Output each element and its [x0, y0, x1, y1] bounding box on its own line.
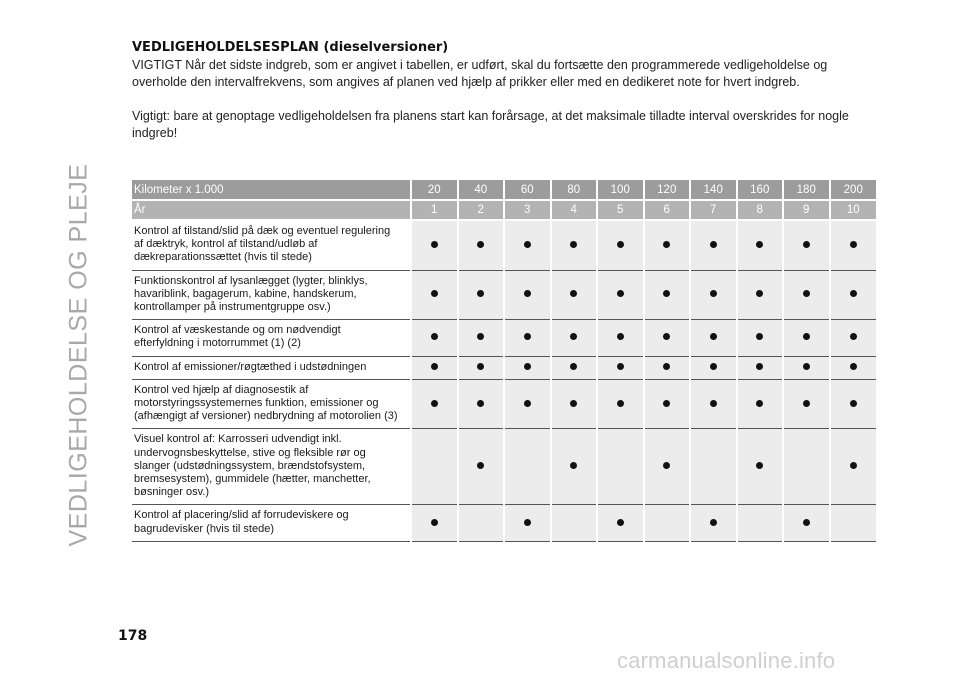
year-header-cell: 5 [597, 200, 644, 220]
year-header-cell: 1 [411, 200, 458, 220]
year-header-cell: 8 [737, 200, 784, 220]
interval-cell [597, 505, 644, 541]
check-dot-icon [663, 290, 670, 297]
km-header-cell: 20 [411, 180, 458, 200]
interval-cell [737, 356, 784, 379]
check-dot-icon [663, 400, 670, 407]
interval-cell [597, 379, 644, 429]
km-header-cell: 120 [644, 180, 691, 200]
interval-cell [830, 379, 877, 429]
check-dot-icon [477, 363, 484, 370]
year-header-cell: 9 [783, 200, 830, 220]
interval-cell [458, 270, 505, 320]
interval-cell [411, 356, 458, 379]
year-header-cell: 6 [644, 200, 691, 220]
interval-cell [551, 356, 598, 379]
check-dot-icon [803, 290, 810, 297]
check-dot-icon [756, 400, 763, 407]
check-dot-icon [710, 519, 717, 526]
interval-cell [783, 220, 830, 270]
year-header-label: År [132, 200, 411, 220]
check-dot-icon [524, 519, 531, 526]
check-dot-icon [850, 363, 857, 370]
interval-cell [690, 220, 737, 270]
interval-cell [783, 379, 830, 429]
interval-cell [504, 379, 551, 429]
important-note: VIGTIGT Når det sidste indgreb, som er angivet i tabellen, er udført, skal du fortsætte den programmerede vedligeholdelse og overholde den intervalfrekvens, som angives af planen ved hjælp af prikker eller med en dedikeret note for hvert indgreb. [132, 58, 828, 89]
interval-cell [411, 379, 458, 429]
km-header-cell: 200 [830, 180, 877, 200]
check-dot-icon [431, 363, 438, 370]
check-dot-icon [617, 241, 624, 248]
interval-cell [644, 379, 691, 429]
km-header-cell: 160 [737, 180, 784, 200]
check-dot-icon [570, 333, 577, 340]
interval-cell [504, 320, 551, 356]
check-dot-icon [710, 363, 717, 370]
check-dot-icon [663, 241, 670, 248]
km-header-cell: 60 [504, 180, 551, 200]
interval-cell [783, 505, 830, 541]
check-dot-icon [570, 290, 577, 297]
year-header-cell: 10 [830, 200, 877, 220]
check-dot-icon [710, 241, 717, 248]
km-header-label: Kilometer x 1.000 [132, 180, 411, 200]
check-dot-icon [477, 400, 484, 407]
interval-cell [597, 220, 644, 270]
interval-cell [830, 356, 877, 379]
check-dot-icon [617, 400, 624, 407]
year-header-cell: 2 [458, 200, 505, 220]
check-dot-icon [663, 462, 670, 469]
row-description: Kontrol af emissioner/røgtæthed i udstødningen [132, 356, 411, 379]
check-dot-icon [710, 400, 717, 407]
check-dot-icon [431, 290, 438, 297]
interval-cell [830, 505, 877, 541]
table-body [132, 220, 876, 541]
check-dot-icon [570, 241, 577, 248]
table-row [132, 220, 876, 270]
check-dot-icon [710, 290, 717, 297]
interval-cell [644, 270, 691, 320]
interval-cell [644, 429, 691, 505]
interval-cell [737, 429, 784, 505]
check-dot-icon [710, 333, 717, 340]
check-dot-icon [756, 290, 763, 297]
check-dot-icon [570, 400, 577, 407]
year-header-cell: 7 [690, 200, 737, 220]
interval-cell [737, 220, 784, 270]
interval-cell [830, 429, 877, 505]
table-row [132, 270, 876, 320]
content-area [132, 40, 876, 142]
row-description: Kontrol af placering/slid af forrudeviskere og bagrudevisker (hvis til stede) [132, 505, 411, 541]
check-dot-icon [756, 333, 763, 340]
row-description: Kontrol af væskestande og om nødvendigt efterfyldning i motorrummet (1) (2) [132, 320, 411, 356]
check-dot-icon [850, 241, 857, 248]
km-header-cell: 140 [690, 180, 737, 200]
watermark: carmanualsonline.info [617, 648, 836, 673]
year-header-cell: 4 [551, 200, 598, 220]
interval-cell [783, 356, 830, 379]
table-row [132, 505, 876, 541]
check-dot-icon [570, 363, 577, 370]
interval-cell [690, 320, 737, 356]
table-row [132, 379, 876, 429]
table-row [132, 356, 876, 379]
interval-cell [458, 220, 505, 270]
check-dot-icon [850, 462, 857, 469]
check-dot-icon [617, 290, 624, 297]
check-dot-icon [756, 363, 763, 370]
interval-cell [504, 505, 551, 541]
check-dot-icon [477, 333, 484, 340]
check-dot-icon [524, 290, 531, 297]
section-title: VEDLIGEHOLDELSESPLAN (dieselversioner) [132, 40, 449, 55]
interval-cell [690, 379, 737, 429]
km-header-cell: 80 [551, 180, 598, 200]
interval-cell [551, 429, 598, 505]
check-dot-icon [803, 519, 810, 526]
row-description: Funktionskontrol af lysanlægget (lygter, blinklys, havariblink, bagagerum, kabine, handskerum, kontrollamper på instrumentgruppe osv.) [132, 270, 411, 320]
interval-cell [458, 379, 505, 429]
check-dot-icon [803, 333, 810, 340]
interval-cell [597, 356, 644, 379]
interval-cell [737, 320, 784, 356]
check-dot-icon [850, 290, 857, 297]
interval-cell [551, 320, 598, 356]
interval-cell [737, 379, 784, 429]
interval-cell [551, 220, 598, 270]
check-dot-icon [803, 400, 810, 407]
check-dot-icon [850, 400, 857, 407]
interval-cell [644, 320, 691, 356]
km-header-cell: 40 [458, 180, 505, 200]
interval-cell [830, 320, 877, 356]
interval-cell [737, 270, 784, 320]
side-section-title: VEDLIGEHOLDELSE OG PLEJE [64, 163, 93, 547]
check-dot-icon [431, 333, 438, 340]
check-dot-icon [431, 519, 438, 526]
check-dot-icon [431, 241, 438, 248]
check-dot-icon [524, 363, 531, 370]
interval-cell [504, 270, 551, 320]
check-dot-icon [431, 400, 438, 407]
check-dot-icon [663, 333, 670, 340]
check-dot-icon [756, 462, 763, 469]
check-dot-icon [524, 400, 531, 407]
check-dot-icon [617, 363, 624, 370]
interval-cell [411, 270, 458, 320]
interval-cell [411, 505, 458, 541]
interval-cell [504, 429, 551, 505]
interval-cell [504, 220, 551, 270]
maintenance-table [132, 180, 876, 542]
interval-cell [783, 270, 830, 320]
interval-cell [644, 220, 691, 270]
year-header-row [132, 200, 876, 220]
interval-cell [597, 320, 644, 356]
check-dot-icon [477, 241, 484, 248]
check-dot-icon [617, 333, 624, 340]
interval-cell [690, 356, 737, 379]
interval-cell [690, 429, 737, 505]
page-number: 178 [118, 628, 148, 644]
check-dot-icon [477, 290, 484, 297]
interval-cell [690, 505, 737, 541]
check-dot-icon [756, 241, 763, 248]
interval-cell [783, 320, 830, 356]
check-dot-icon [617, 519, 624, 526]
check-dot-icon [524, 333, 531, 340]
row-description: Kontrol ved hjælp af diagnosestik af motorstyringssystemernes funktion, emissioner og (afhængigt af versioner) nedbrydning af motorolien (3) [132, 379, 411, 429]
interval-cell [411, 320, 458, 356]
check-dot-icon [477, 462, 484, 469]
interval-cell [458, 505, 505, 541]
interval-cell [644, 356, 691, 379]
check-dot-icon [570, 462, 577, 469]
km-header-cell: 100 [597, 180, 644, 200]
interval-cell [411, 429, 458, 505]
interval-cell [690, 270, 737, 320]
interval-cell [644, 505, 691, 541]
interval-cell [737, 505, 784, 541]
interval-cell [551, 379, 598, 429]
interval-cell [458, 356, 505, 379]
km-header-row [132, 180, 876, 200]
interval-cell [830, 270, 877, 320]
interval-cell [783, 429, 830, 505]
check-dot-icon [803, 241, 810, 248]
interval-cell [551, 505, 598, 541]
check-dot-icon [850, 333, 857, 340]
year-header-cell: 3 [504, 200, 551, 220]
interval-cell [830, 220, 877, 270]
interval-cell [411, 220, 458, 270]
check-dot-icon [663, 363, 670, 370]
interval-cell [551, 270, 598, 320]
table-row [132, 429, 876, 505]
interval-cell [458, 429, 505, 505]
row-description: Kontrol af tilstand/slid på dæk og eventuel regulering af dæktryk, kontrol af tilstand/udløb af dækreparationssættet (hvis til stede) [132, 220, 411, 270]
interval-cell [458, 320, 505, 356]
table-row [132, 320, 876, 356]
check-dot-icon [803, 363, 810, 370]
row-description: Visuel kontrol af: Karrosseri udvendigt inkl. undervognsbeskyttelse, stive og fleksible rør og slanger (udstødningssystem, brændstofsystem, bremsesystem), gummidele (hætter, manchetter, bøsninger osv.) [132, 429, 411, 505]
km-header-cell: 180 [783, 180, 830, 200]
interval-cell [597, 429, 644, 505]
interval-cell [504, 356, 551, 379]
check-dot-icon [524, 241, 531, 248]
warning-note: Vigtigt: bare at genoptage vedligeholdelsen fra planens start kan forårsage, at det maksimale tilladte interval overskrides for nogle indgreb! [132, 109, 849, 140]
interval-cell [597, 270, 644, 320]
